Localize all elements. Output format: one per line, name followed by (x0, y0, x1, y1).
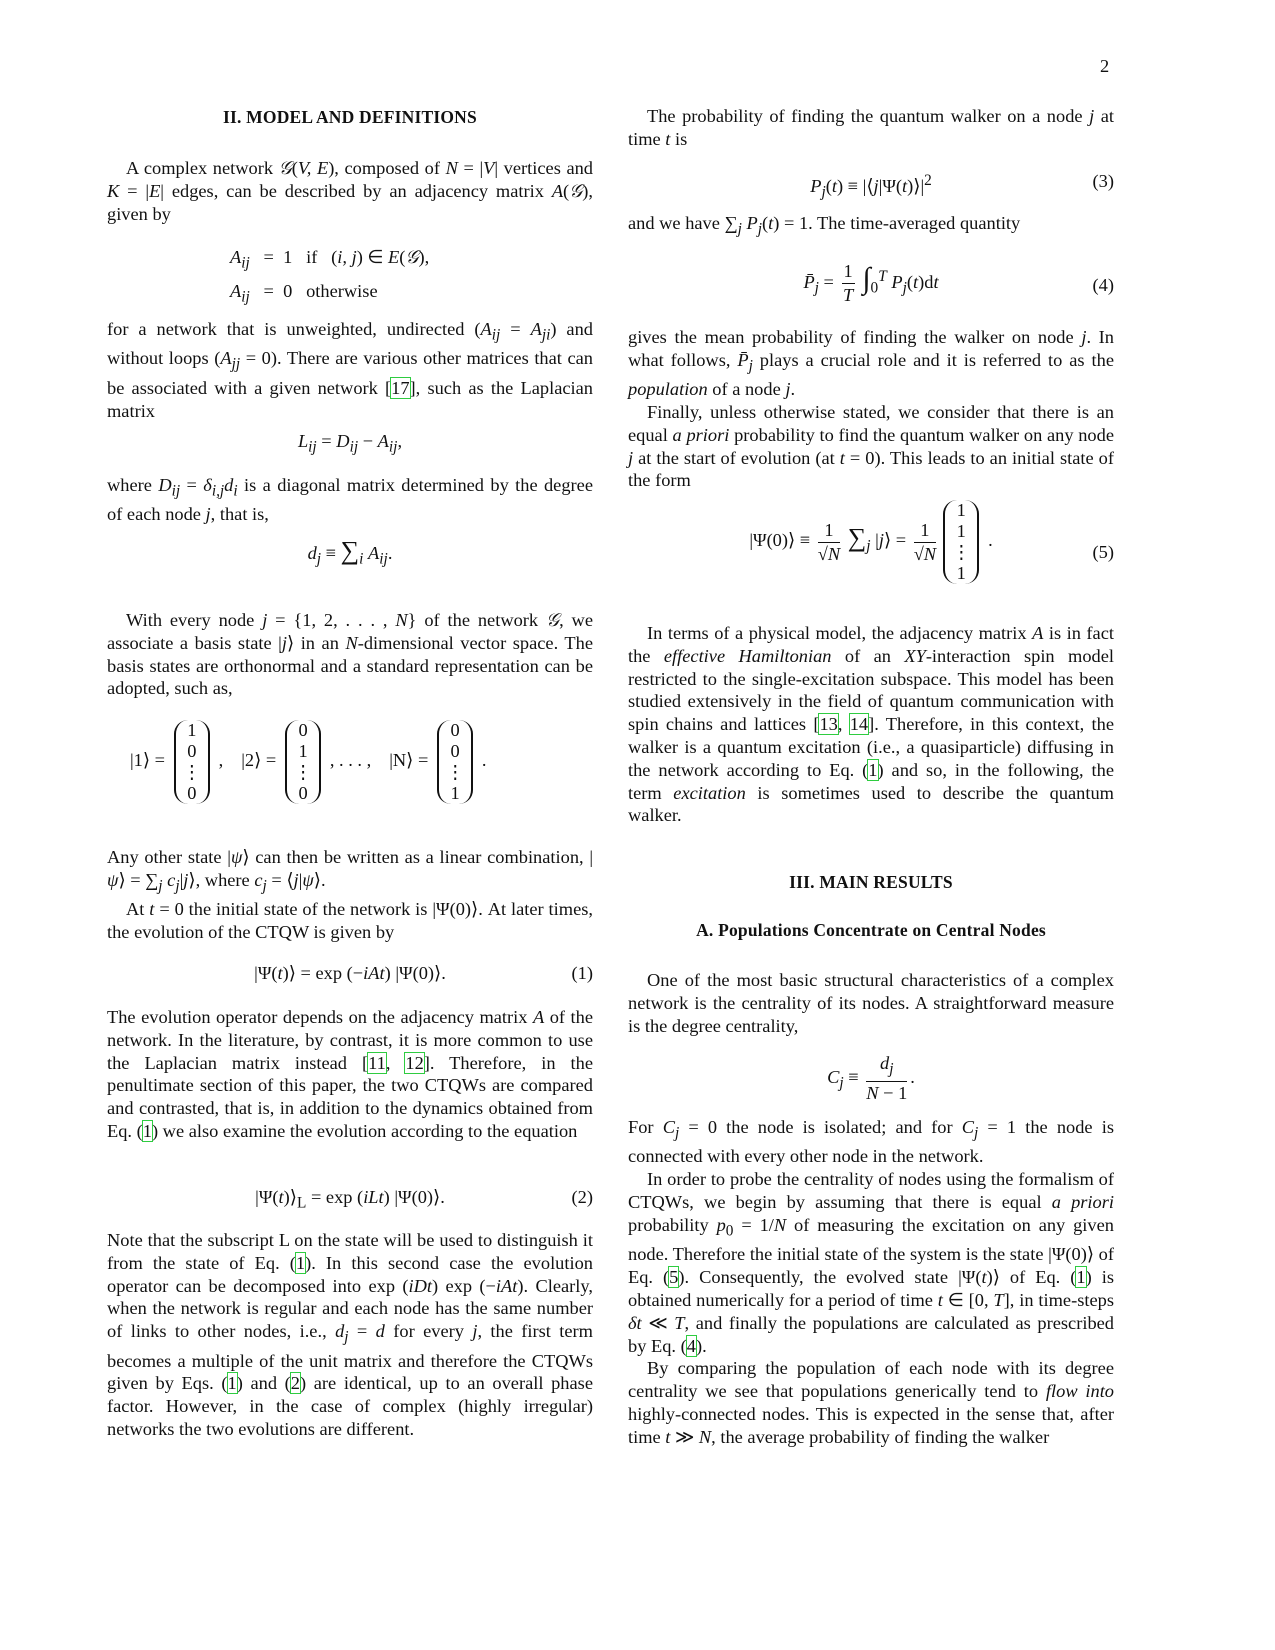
equation-5-body: |Ψ(0)⟩ ≡ $\frac{1}{√N}$ $\sum_j$ |j⟩ = $\frac{1}{√N}$ (749, 519, 937, 564)
vector-entry: 1 (187, 720, 197, 740)
equation-adjacency-2: $A_{ij} = 0$ otherwise (230, 281, 378, 307)
vector-entry: 1 (450, 783, 460, 803)
paragraph: gives the mean probability of finding the walker on node j. In what follows, $P̄_j$ plays a crucial role and it is referred to as the population of a node j. (628, 327, 1114, 400)
basis-vector (389, 720, 487, 803)
paragraph: Finally, unless otherwise stated, we consider that there is an equal a priori probability to find the quantum walker on any node j at the start of evolution (at t = 0). This leads to an initial state of the form (628, 402, 1114, 491)
vector-entry: ⋮ (293, 762, 313, 782)
equation-number: (1) (571, 963, 593, 983)
separator: , . . . , (325, 750, 372, 771)
subsection-heading: A. Populations Concentrate on Central Nodes (696, 920, 1046, 940)
paragraph: Any other state |ψ⟩ can then be written as a linear combination, |ψ⟩ = $\sum_j$ $c_j|j⟩$, where $c_j$ = ⟨j|ψ⟩. (107, 847, 594, 895)
equation-3 (628, 170, 1114, 205)
paragraph: With every node j = {1, 2, . . . , N} of the network 𝒢, we associate a basis state |j⟩ in an N-dimensional vector space. The basis states are orthonormal and a standard representation can be adopted, such as, (107, 610, 593, 699)
paragraph: By comparing the population of each node with its degree centrality we see that populations generically tend to flow into highly-connected nodes. This is expected in the sense that, after time t ≫ N, the average probability of finding the walker (628, 1358, 1115, 1447)
equation-centrality: $C_j$ ≡ $\frac{d_j}{N - 1}$ . (827, 1053, 915, 1104)
section-heading-model: II. MODEL AND DEFINITIONS (223, 107, 477, 127)
paragraph: The evolution operator depends on the adjacency matrix A of the network. In the literature, by contrast, it is more common to use the Laplacian matrix instead [11, 12]. Therefore, in the penultimate section of this paper, the two CTQWs are compared and contrasted, that is, in addition to the dynamics obtained from Eq. (1) we also examine the evolution according to the equation (107, 1007, 594, 1141)
basis-vector-label: |N⟩ = (389, 750, 433, 771)
paragraph: and we have $\sum_j$ $P_j(t) = 1$. The time-averaged quantity (628, 213, 1021, 238)
vector-entry: ⋮ (445, 762, 465, 782)
equation-3-body: $P_j(t)$ ≡ $|⟨j|\Psi(t)⟩|^2$ (810, 172, 932, 201)
equation-4 (628, 260, 1114, 307)
basis-vector-label: |2⟩ = (241, 750, 281, 771)
vector-entry: 1 (956, 563, 966, 583)
equation-degree: $d_j \equiv \sum_i$ $A_{ij}$. (307, 536, 393, 568)
paragraph: where $D_{ij} = \delta_{i,j}d_i$ is a diagonal matrix determined by the degree of each node j, that is, (107, 475, 593, 525)
vector-entry: 1 (956, 500, 966, 520)
equation-number: (3) (1092, 171, 1114, 191)
uniform-vector (943, 500, 979, 584)
vector-entry: 0 (187, 783, 197, 803)
vector-entry: 0 (298, 783, 308, 803)
equation-2-body: $|\Psi(t)⟩_L = \exp (iLt)$ |Ψ(0)⟩. (255, 1187, 445, 1212)
equation-adjacency-1: $A_{ij} = 1$ if (i, j) ∈ E(𝒢), (230, 247, 430, 272)
section-heading-results: III. MAIN RESULTS (789, 872, 953, 892)
vector-entry: ⋮ (182, 762, 202, 782)
column-vector (437, 720, 473, 804)
paragraph: In terms of a physical model, the adjacency matrix A is in fact the effective Hamiltonian of an XY-interaction spin model restricted to the single-excitation subspace. This model has been studied extensively in the field of quantum communication with spin chains and lattices [13, 14]. Therefore, in this context, the walker is a quantum excitation (i.e., a quasiparticle) diffusing in the network according to Eq. (1) and so, in the following, the term excitation is sometimes used to describe the quantum walker. (628, 623, 1114, 826)
equation-laplacian: $L_{ij} = D_{ij} - A_{ij}$, (297, 431, 403, 456)
equation-5: |Ψ(0)⟩ ≡ $\frac{1}{√N}$ $\sum_j$ |j⟩ = $\frac{1}{√N}$ 1 1 ⋮ 1 . (5) (749, 500, 1114, 583)
paragraph: A complex network 𝒢(V, E), composed of N = |V| vertices and K = |E| edges, can be described by an adjacency matrix A(𝒢), given by (107, 158, 594, 224)
equation-2 (107, 1186, 593, 1215)
equation-number: (5) (1092, 542, 1114, 562)
column-vector (285, 720, 321, 804)
paragraph: In order to probe the centrality of nodes using the formalism of CTQWs, we begin by assuming that there is equal a priori probability $p_0 = 1/N$ of measuring the excitation on any given node. Therefore the initial state of the system is the state |Ψ(0)⟩ of Eq. (5). Consequently, the evolved state |Ψ(t)⟩ of Eq. (1) is obtained numerically for a period of time t ∈ [0, T], in time-steps δt ≪ T, and finally the populations are calculated as prescribed by Eq. (4). (628, 1169, 1114, 1356)
vector-entry: 0 (450, 741, 460, 761)
equation-number: (2) (571, 1187, 593, 1207)
column-vector (174, 720, 210, 804)
vector-entry: ⋮ (952, 542, 971, 562)
basis-vectors (130, 720, 570, 804)
equation-1-body: |Ψ(t)⟩ = exp (−iAt) |Ψ(0)⟩. (254, 963, 446, 983)
equation-1 (107, 962, 593, 985)
paragraph: At t = 0 the initial state of the network is |Ψ(0)⟩. At later times, the evolution of the CTQW is given by (107, 899, 593, 943)
vector-entry: 0 (187, 741, 197, 761)
paragraph: The probability of finding the quantum walker on a node j at time t is (628, 106, 1114, 149)
vector-entry: 1 (298, 741, 308, 761)
vector-entry: 0 (298, 720, 308, 740)
separator: , (214, 750, 224, 771)
vector-entry: 1 (956, 521, 966, 541)
page-number: 2 (1100, 56, 1110, 76)
paragraph: For $C_j = 0$ the node is isolated; and for $C_j = 1$ the node is connected with every other node in the network. (628, 1117, 1114, 1167)
paragraph: Note that the subscript L on the state will be used to distinguish it from the state of Eq. (1). In this second case the evolution operator can be decomposed into exp (iDt) exp (−iAt). Clearly, when the network is regular and each node has the same number of links to other nodes, i.e., $d_j = d$ for every j, the first term becomes a multiple of the unit matrix and therefore the CTQWs given by Eqs. (1) and (2) are identical, up to an overall phase factor. However, in the case of complex (highly irregular) networks the two evolutions are different. (107, 1230, 593, 1440)
vector-entry: 0 (450, 720, 460, 740)
basis-vector-label: |1⟩ = (130, 750, 170, 771)
basis-vector (241, 720, 372, 803)
separator: . (477, 750, 487, 771)
equation-number: (4) (1092, 275, 1114, 295)
paragraph: One of the most basic structural characteristics of a complex network is the centrality of its nodes. A straightforward measure is the degree centrality, (628, 970, 1114, 1036)
paragraph: for a network that is unweighted, undirected $(A_{ij} = A_{ji})$ and without loops $(A_{jj} = 0)$. There are various other matrices that can be associated with a given network [17], such as the Laplacian matrix (107, 319, 594, 421)
equation-4-body: $P̄_j$ = $\frac{1}{T}$ $\int_0^T$ $P_j(t)dt$ (803, 261, 939, 305)
basis-vector (130, 720, 224, 803)
